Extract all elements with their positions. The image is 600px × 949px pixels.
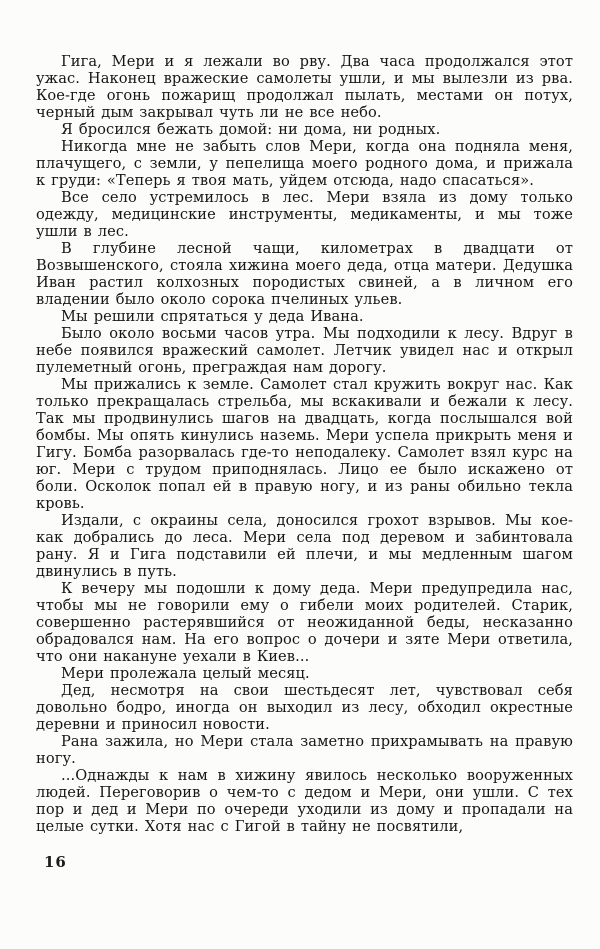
paragraph: Никогда мне не забыть слов Мери, когда она подняла меня, плачущего, с земли, у пепелища моего родного дома, и прижала к груди: «Теперь я твоя мать, уйдем отсюда, надо спасаться». (36, 138, 573, 189)
page-number: 16 (44, 853, 67, 871)
paragraph: ...Однажды к нам в хижину явилось несколько вооруженных людей. Переговорив о чем-то с дедом и Мери, они ушли. С тех пор и дед и Мери по очереди уходили из дому и пропадали на целые сутки. Хотя нас с Гигой в тайну не посвятили, (36, 767, 573, 835)
paragraph: Я бросился бежать домой: ни дома, ни родных. (61, 121, 441, 138)
paragraph: Мы прижались к земле. Самолет стал кружить вокруг нас. Как только прекращалась стрельба, мы вскакивали и бежали к лесу. Так мы продвинулись шагов на двадцать, когда послышался вой бомбы. Мы опять кинулись наземь. Мери успела прикрыть меня и Гигу. Бомба разорвалась где-то неподалеку. Самолет взял курс на юг. Мери с трудом приподнялась. Лицо ее было искажено от боли. Осколок попал ей в правую ногу, и из раны обильно текла кровь. (36, 376, 573, 512)
paragraph: Все село устремилось в лес. Мери взяла из дому только одежду, медицинские инструменты, медикаменты, и мы тоже ушли в лес. (36, 189, 573, 240)
paragraph: Дед, несмотря на свои шестьдесят лет, чувствовал себя довольно бодро, иногда он выходил из лесу, обходил окрестные деревни и приносил новости. (36, 682, 573, 733)
paragraph: Гига, Мери и я лежали во рву. Два часа продолжался этот ужас. Наконец вражеские самолеты ушли, и мы вылезли из рва. Кое-где огонь пожарищ продолжал пылать, местами он потух, черный дым закрывал чуть ли не все небо. (36, 53, 573, 121)
body-text (36, 53, 573, 835)
paragraph: Мери пролежала целый месяц. (61, 665, 310, 682)
paragraph: Издали, с окраины села, доносился грохот взрывов. Мы кое-как добрались до леса. Мери села под деревом и забинтовала рану. Я и Гига подставили ей плечи, и мы медленным шагом двинулись в путь. (36, 512, 573, 580)
paragraph: Рана зажила, но Мери стала заметно прихрамывать на правую ногу. (36, 733, 573, 767)
paragraph: Было около восьми часов утра. Мы подходили к лесу. Вдруг в небе появился вражеский самолет. Летчик увидел нас и открыл пулеметный огонь, преграждая нам дорогу. (36, 325, 573, 376)
paragraph: В глубине лесной чащи, километрах в двадцати от Возвышенского, стояла хижина моего деда, отца матери. Дедушка Иван растил колхозных породистых свиней, а в личном его владении было около сорока пчелиных ульев. (36, 240, 573, 308)
paragraph: Мы решили спрятаться у деда Ивана. (61, 308, 364, 325)
paragraph: К вечеру мы подошли к дому деда. Мери предупредила нас, чтобы мы не говорили ему о гибели моих родителей. Старик, совершенно растерявшийся от неожиданной беды, несказанно обрадовался нам. На его вопрос о дочери и зяте Мери ответила, что они накануне уехали в Киев... (36, 580, 573, 665)
